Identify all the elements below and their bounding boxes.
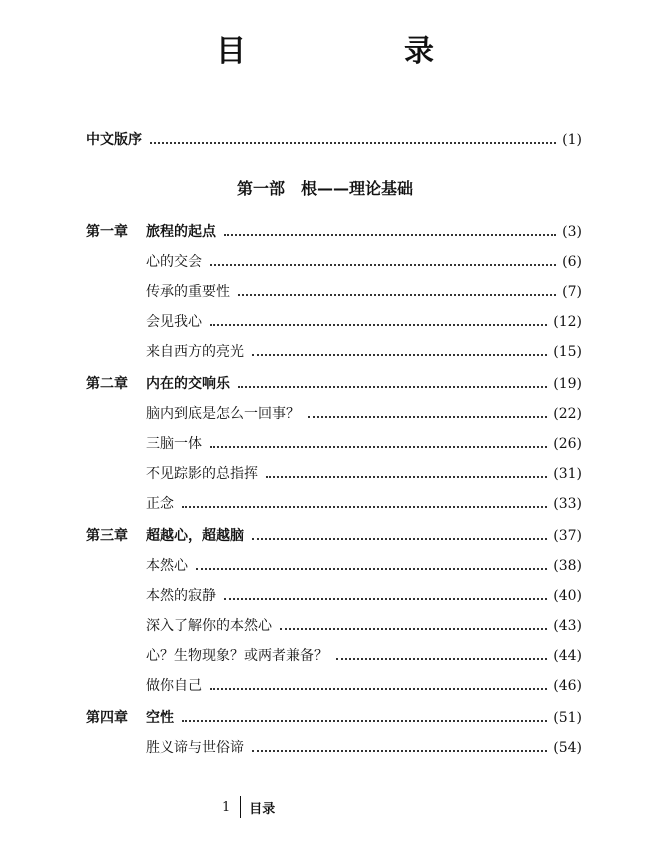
toc-page: (19): [553, 376, 582, 392]
toc-entry-chapter-2[interactable]: [86, 372, 582, 394]
toc-page: (51): [553, 710, 582, 726]
dot-leader: [210, 446, 547, 448]
dot-leader: [280, 628, 547, 630]
dot-leader: [238, 386, 547, 388]
toc-title: 正念: [146, 496, 174, 512]
dot-leader: [252, 538, 547, 540]
toc-entry-section[interactable]: [146, 250, 582, 272]
toc-entry-section[interactable]: [146, 280, 582, 302]
page-title: 目 录: [216, 34, 498, 69]
toc-page: (26): [553, 436, 582, 452]
dot-leader: [210, 324, 547, 326]
chapter-label: 第三章: [86, 528, 128, 544]
dot-leader: [238, 294, 556, 296]
chapter-label: 第二章: [86, 376, 128, 392]
toc-page: (22): [553, 406, 582, 422]
toc-entry-section[interactable]: [146, 310, 582, 332]
toc-entry-section[interactable]: [146, 736, 582, 758]
toc-page: (54): [553, 740, 582, 756]
toc-title: 三脑一体: [146, 436, 202, 452]
footer-page-number: 1: [222, 799, 231, 815]
toc-entry-section[interactable]: [146, 674, 582, 696]
toc-title: 心？生物现象？或两者兼备？: [146, 648, 328, 664]
footer-divider: [240, 796, 241, 818]
toc-entry-section[interactable]: [146, 614, 582, 636]
toc-title: 会见我心: [146, 314, 202, 330]
toc-page: (7): [562, 284, 582, 300]
chapter-label: 第四章: [86, 710, 128, 726]
toc-entry-section[interactable]: [146, 432, 582, 454]
dot-leader: [252, 750, 547, 752]
toc-title: 内在的交响乐: [146, 376, 230, 392]
dot-leader: [210, 688, 547, 690]
dot-leader: [266, 476, 547, 478]
dot-leader: [150, 142, 556, 144]
dot-leader: [252, 354, 547, 356]
toc-page: (46): [553, 678, 582, 694]
toc-page: (3): [562, 224, 582, 240]
toc-title: 脑内到底是怎么一回事？: [146, 406, 300, 422]
toc-page: (33): [553, 496, 582, 512]
toc-title: 来自西方的亮光: [146, 344, 244, 360]
dot-leader: [182, 720, 547, 722]
toc-page: (6): [562, 254, 582, 270]
toc-title: 空性: [146, 710, 174, 726]
dot-leader: [182, 506, 547, 508]
toc-entry-section[interactable]: [146, 644, 582, 666]
toc-page: (44): [553, 648, 582, 664]
dot-leader: [196, 568, 547, 570]
dot-leader: [224, 234, 556, 236]
page-footer: [222, 796, 275, 818]
dot-leader: [308, 416, 547, 418]
toc-entry-section[interactable]: [146, 340, 582, 362]
toc-title: 旅程的起点: [146, 224, 216, 240]
toc-title: 本然的寂静: [146, 588, 216, 604]
toc-entry-section[interactable]: [146, 584, 582, 606]
toc-title: 不见踪影的总指挥: [146, 466, 258, 482]
toc-entry-section[interactable]: [146, 402, 582, 424]
footer-label: 目录: [249, 801, 276, 817]
toc-page: (43): [553, 618, 582, 634]
toc-title: 本然心: [146, 558, 188, 574]
toc-page: (31): [553, 466, 582, 482]
toc-entry-section[interactable]: [146, 492, 582, 514]
toc-title: 传承的重要性: [146, 284, 230, 300]
dot-leader: [224, 598, 547, 600]
toc-title: 心的交会: [146, 254, 202, 270]
toc-page: (38): [553, 558, 582, 574]
toc-entry-section[interactable]: [146, 462, 582, 484]
toc-title: 做你自己: [146, 678, 202, 694]
dot-leader: [210, 264, 556, 266]
toc-entry-section[interactable]: [146, 554, 582, 576]
toc-title: 中文版序: [86, 132, 142, 148]
toc-entry-chapter-4[interactable]: [86, 706, 582, 728]
toc-title: 超越心，超越脑: [146, 528, 244, 544]
toc-entry-preface[interactable]: [86, 128, 582, 150]
chapter-label: 第一章: [86, 224, 128, 240]
toc-page: (37): [553, 528, 582, 544]
toc-page: (40): [553, 588, 582, 604]
toc-entry-chapter-3[interactable]: [86, 524, 582, 546]
part-heading: 第一部 根——理论基础: [236, 179, 413, 198]
toc-entry-chapter-1[interactable]: [86, 220, 582, 242]
dot-leader: [336, 658, 547, 660]
toc-page: (12): [553, 314, 582, 330]
toc-title: 胜义谛与世俗谛: [146, 740, 244, 756]
toc-title: 深入了解你的本然心: [146, 618, 272, 634]
toc-page: (15): [553, 344, 582, 360]
toc-page: (1): [562, 132, 582, 148]
